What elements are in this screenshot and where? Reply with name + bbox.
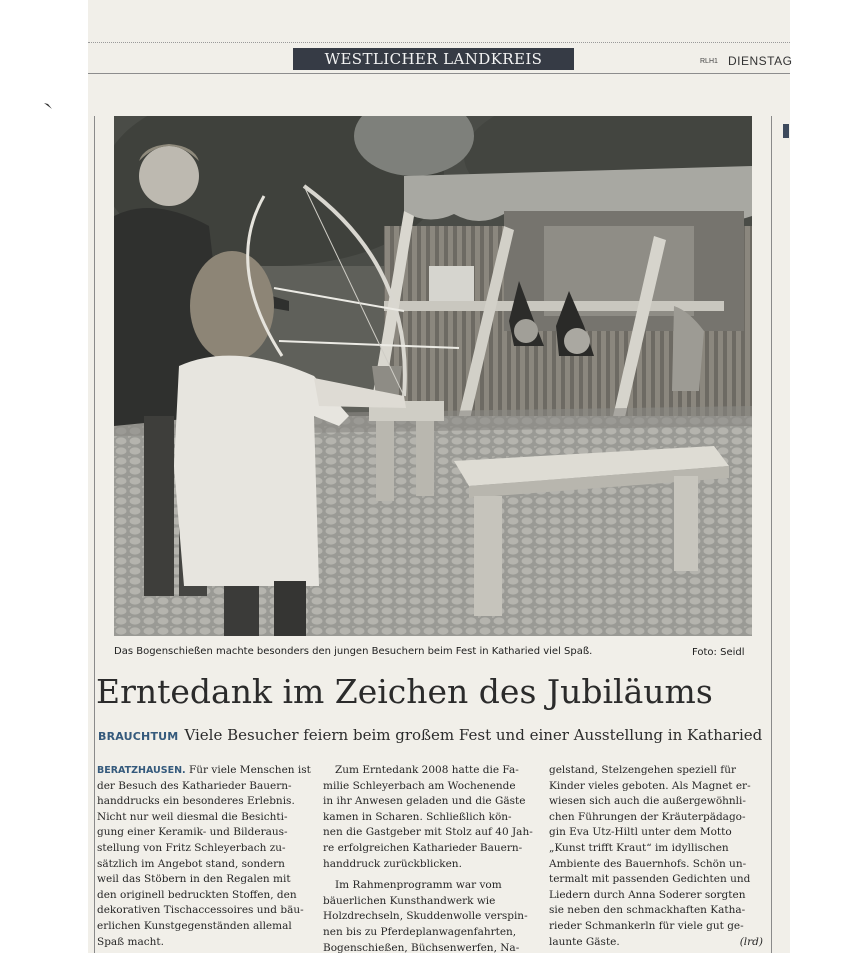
body-line: sie neben den schmackhaften Katha- xyxy=(549,904,746,917)
body-line: wiesen sich auch die außergewöhnli- xyxy=(549,795,746,808)
article-column-3 xyxy=(549,763,763,950)
photo-credit: Foto: Seidl xyxy=(692,647,745,658)
photo-caption: Das Bogenschießen machte besonders den jungen Besuchern beim Fest in Katharied viel Spaß. xyxy=(114,646,593,657)
body-line: Holzdrechseln, Skuddenwolle verspin- xyxy=(323,910,528,923)
body-line: in ihr Anwesen geladen und die Gäste xyxy=(323,795,526,808)
body-line: dekorativen Tischaccessoires und bäu- xyxy=(97,904,304,917)
body-line: „Kunst trifft Kraut“ im idyllischen xyxy=(549,841,729,854)
body-line: handdrucks ein besonderes Erlebnis. xyxy=(97,795,295,808)
body-line: Liedern durch Anna Soderer sorgten xyxy=(549,888,746,901)
section-title: WESTLICHER LANDKREIS xyxy=(293,48,574,70)
body-line: handdruck zurückblicken. xyxy=(323,857,462,870)
body-line: weil das Stöbern in den Regalen mit xyxy=(97,873,291,886)
body-line: nen die Gastgeber mit Stolz auf 40 Jah- xyxy=(323,826,533,839)
body-line: gung einer Keramik- und Bilderaus- xyxy=(97,826,288,839)
body-text: launte Gäste. xyxy=(549,935,620,948)
article-column-2 xyxy=(323,763,534,956)
body-line: gin Eva Utz-Hiltl unter dem Motto xyxy=(549,826,732,839)
body-line: chen Führungen der Kräuterpädago- xyxy=(549,810,746,823)
body-line: rieder Schmankerln für viele gut ge- xyxy=(549,919,744,932)
body-line: Im Rahmenprogramm war vom xyxy=(335,879,502,892)
body-line: sätzlich im Angebot stand, sondern xyxy=(97,857,285,870)
margin-mark-icon xyxy=(44,103,52,109)
author-tag: (lrd) xyxy=(739,935,763,948)
body-line-last xyxy=(549,935,763,951)
body-line: re erfolgreichen Katharieder Bauern- xyxy=(323,841,523,854)
body-line: den originell bedruckten Stoffen, den xyxy=(97,888,297,901)
column-rule-left xyxy=(94,116,95,953)
dateline: BERATZHAUSEN. xyxy=(97,765,186,776)
body-line: bäuerlichen Kunsthandwerk wie xyxy=(323,894,496,907)
body-line xyxy=(97,763,310,779)
article-photo xyxy=(114,116,752,636)
top-dotted-rule xyxy=(88,42,790,43)
body-line: Nicht nur weil diesmal die Besichti- xyxy=(97,810,288,823)
body-line: der Besuch des Katharieder Bauern- xyxy=(97,779,292,792)
body-line: milie Schleyerbach am Wochenende xyxy=(323,779,516,792)
body-line: Zum Erntedank 2008 hatte die Fa- xyxy=(335,764,519,776)
article-deck: Viele Besucher feiern beim großem Fest und einer Ausstellung in Katharied xyxy=(184,726,763,744)
header-rule xyxy=(88,73,790,74)
body-line: stellung von Fritz Schleyerbach zu- xyxy=(97,841,286,854)
article-column-1 xyxy=(97,763,310,950)
body-line: gelstand, Stelzengehen speziell für xyxy=(549,764,736,776)
body-line: Spaß macht. xyxy=(97,935,164,948)
body-line: erlichen Kunstgegenständen allemal xyxy=(97,919,292,932)
body-line: Ambiente des Bauernhofs. Schön un- xyxy=(549,857,747,870)
body-line: nen bis zu Pferdeplanwagenfahrten, xyxy=(323,925,517,938)
body-line: Bogenschießen, Büchsenwerfen, Na- xyxy=(323,941,520,954)
weekday-label: DIENSTAG xyxy=(728,54,793,68)
body-line: kamen in Scharen. Schließlich kön- xyxy=(323,810,512,823)
body-line: termalt mit passenden Gedichten und xyxy=(549,873,751,886)
scan-margin xyxy=(790,0,850,953)
column-rule-right xyxy=(771,116,772,953)
body-line: Kinder vieles geboten. Als Magnet er- xyxy=(549,779,751,792)
adjacent-article-marker xyxy=(783,124,789,138)
topic-kicker: BRAUCHTUM xyxy=(98,730,179,743)
body-text: Für viele Menschen ist xyxy=(185,764,311,776)
page-code: RLH1 xyxy=(700,58,718,65)
article-subheading xyxy=(98,725,762,744)
article-headline: Erntedank im Zeichen des Jubiläums xyxy=(96,672,713,711)
